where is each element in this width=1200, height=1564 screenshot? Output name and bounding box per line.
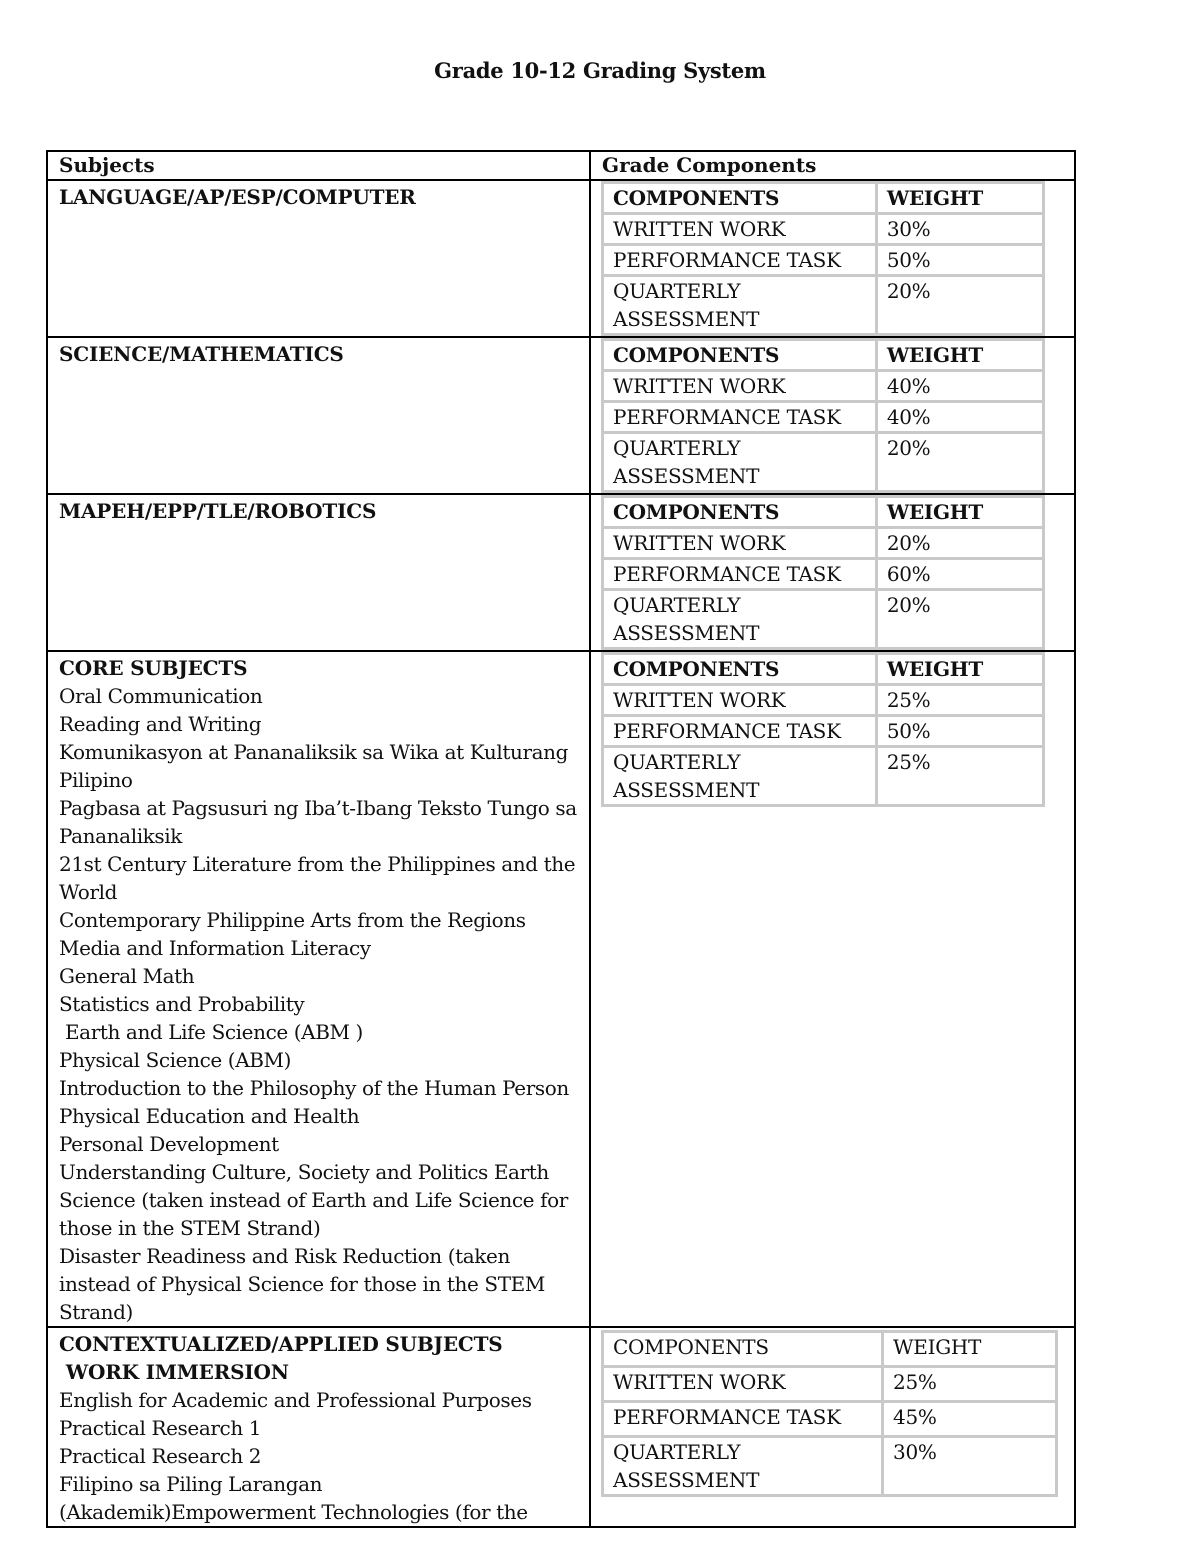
components-label: COMPONENTS [603, 340, 877, 371]
subject-cell [47, 180, 590, 337]
subject-item: (Akademik)Empowerment Technologies (for the [59, 1500, 528, 1524]
subject-group-heading: CORE SUBJECTS [59, 656, 248, 680]
weight-label: WEIGHT [883, 1332, 1057, 1367]
subject-group-row [47, 651, 1075, 1327]
component-name: WRITTEN WORK [603, 214, 877, 245]
page-title: Grade 10-12 Grading System [434, 58, 766, 83]
subject-cell [47, 651, 590, 1327]
component-name: PERFORMANCE TASK [603, 245, 877, 276]
weight-label: WEIGHT [876, 497, 1043, 528]
components-table [601, 1330, 1058, 1497]
subject-item: Disaster Readiness and Risk Reduction (taken instead of Physical Science for those in the STEM Strand) [59, 1244, 545, 1324]
subject-item: Introduction to the Philosophy of the Human Person [59, 1076, 569, 1100]
subject-item: Practical Research 2 [59, 1444, 262, 1468]
components-table [601, 652, 1045, 807]
component-name: PERFORMANCE TASK [603, 1402, 883, 1437]
subject-item: Oral Communication [59, 684, 263, 708]
subject-item: Personal Development [59, 1132, 279, 1156]
subject-item: Media and Information Literacy [59, 936, 371, 960]
component-name: QUARTERLY ASSESSMENT [603, 433, 877, 492]
component-weight: 25% [876, 685, 1043, 716]
component-weight: 20% [876, 528, 1043, 559]
table-header-row [47, 151, 1075, 180]
components-label: COMPONENTS [603, 1332, 883, 1367]
subject-item: General Math [59, 964, 195, 988]
component-weight: 20% [876, 590, 1043, 649]
subject-item: Physical Education and Health [59, 1104, 360, 1128]
subject-item: Contemporary Philippine Arts from the Regions [59, 908, 526, 932]
component-weight: 25% [883, 1367, 1057, 1402]
subject-item: English for Academic and Professional Purposes [59, 1388, 532, 1412]
subject-group-row [47, 494, 1075, 651]
components-label: COMPONENTS [603, 654, 877, 685]
component-weight: 40% [876, 371, 1043, 402]
subject-group-subheading: WORK IMMERSION [59, 1360, 289, 1384]
components-label: COMPONENTS [603, 183, 877, 214]
weight-label: WEIGHT [876, 183, 1043, 214]
grading-table [46, 150, 1076, 1528]
subject-cell [47, 337, 590, 494]
subject-item: Physical Science (ABM) [59, 1048, 292, 1072]
subject-item: Komunikasyon at Pananaliksik sa Wika at Kulturang Pilipino [59, 740, 569, 792]
subject-item: Practical Research 1 [59, 1416, 262, 1440]
component-name: QUARTERLY ASSESSMENT [603, 747, 877, 806]
component-weight: 30% [883, 1437, 1057, 1496]
component-weight: 20% [876, 276, 1043, 335]
subject-item: Reading and Writing [59, 712, 262, 736]
components-table [601, 495, 1045, 650]
subject-item: Pagbasa at Pagsusuri ng Iba’t-Ibang Teksto Tungo sa Pananaliksik [59, 796, 577, 848]
component-name: PERFORMANCE TASK [603, 559, 877, 590]
subjects-header: Subjects [47, 151, 590, 180]
subject-item: Earth and Life Science (ABM ) [59, 1020, 363, 1044]
component-weight: 60% [876, 559, 1043, 590]
component-name: QUARTERLY ASSESSMENT [603, 1437, 883, 1496]
component-name: QUARTERLY ASSESSMENT [603, 276, 877, 335]
components-cell [590, 1327, 1075, 1527]
component-weight: 50% [876, 245, 1043, 276]
components-cell [590, 180, 1075, 337]
component-name: WRITTEN WORK [603, 685, 877, 716]
components-label: COMPONENTS [603, 497, 877, 528]
subject-item: Statistics and Probability [59, 992, 305, 1016]
subject-group-row [47, 180, 1075, 337]
component-name: PERFORMANCE TASK [603, 716, 877, 747]
subject-group-heading: SCIENCE/MATHEMATICS [59, 342, 344, 366]
subject-item: Filipino sa Piling Larangan [59, 1472, 323, 1496]
subject-item: Understanding Culture, Society and Politics Earth Science (taken instead of Earth and Life Science for those in the STEM Strand) [59, 1160, 568, 1240]
component-name: WRITTEN WORK [603, 528, 877, 559]
component-weight: 20% [876, 433, 1043, 492]
subject-cell [47, 1327, 590, 1527]
components-table [601, 338, 1045, 493]
component-weight: 45% [883, 1402, 1057, 1437]
subject-group-row [47, 1327, 1075, 1527]
component-weight: 50% [876, 716, 1043, 747]
subject-group-heading: LANGUAGE/AP/ESP/COMPUTER [59, 185, 416, 209]
subject-group-heading: MAPEH/EPP/TLE/ROBOTICS [59, 499, 377, 523]
component-name: WRITTEN WORK [603, 1367, 883, 1402]
components-cell [590, 651, 1075, 1327]
weight-label: WEIGHT [876, 654, 1043, 685]
subject-item: 21st Century Literature from the Philippines and the World [59, 852, 576, 904]
components-cell [590, 494, 1075, 651]
component-name: WRITTEN WORK [603, 371, 877, 402]
component-weight: 40% [876, 402, 1043, 433]
subject-group-row [47, 337, 1075, 494]
weight-label: WEIGHT [876, 340, 1043, 371]
components-table [601, 181, 1045, 336]
component-name: PERFORMANCE TASK [603, 402, 877, 433]
subject-group-heading: CONTEXTUALIZED/APPLIED SUBJECTS [59, 1332, 503, 1356]
subject-cell [47, 494, 590, 651]
component-weight: 25% [876, 747, 1043, 806]
component-weight: 30% [876, 214, 1043, 245]
grade-components-header: Grade Components [590, 151, 1075, 180]
component-name: QUARTERLY ASSESSMENT [603, 590, 877, 649]
components-cell [590, 337, 1075, 494]
